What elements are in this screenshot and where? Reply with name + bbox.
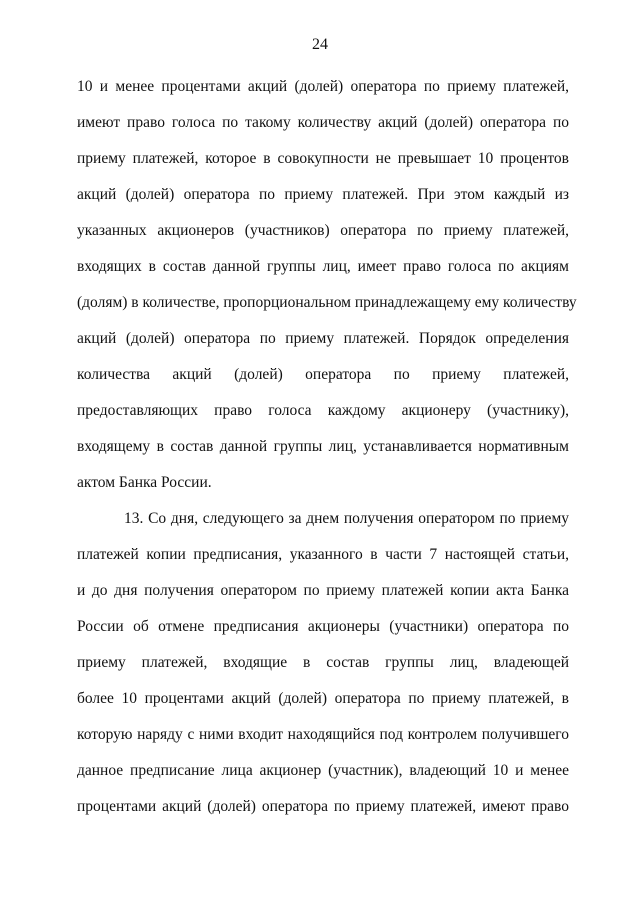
text-line: имеют право голоса по такому количеству акций (долей) оператора по	[77, 114, 569, 131]
text-line: приему платежей, которое в совокупности не превышает 10 процентов	[77, 150, 569, 167]
text-line: акций (долей) оператора по приему платежей. Порядок определения	[77, 330, 569, 347]
text-line: которую наряду с ними входит находящийся под контролем получившего	[77, 726, 569, 743]
text-line: более 10 процентами акций (долей) оператора по приему платежей, в	[77, 690, 569, 707]
text-line: приему платежей, входящие в состав группы лиц, владеющей	[77, 654, 569, 671]
page-number: 24	[312, 36, 328, 53]
text-line: актом Банка России.	[77, 474, 212, 491]
text-line: и до дня получения оператором по приему платежей копии акта Банка	[77, 582, 569, 599]
text-line: России об отмене предписания акционеры (участники) оператора по	[77, 618, 569, 635]
text-line: (долям) в количестве, пропорциональном принадлежащему ему количеству	[77, 294, 577, 311]
text-line: предоставляющих право голоса каждому акционеру (участнику),	[77, 402, 569, 419]
text-line: данное предписание лица акционер (участник), владеющий 10 и менее	[77, 762, 569, 779]
text-line: акций (долей) оператора по приему платежей. При этом каждый из	[77, 186, 569, 203]
text-line: количества акций (долей) оператора по приему платежей,	[77, 366, 569, 383]
paragraph-13-first-line: 13. Со дня, следующего за днем получения оператором по приему	[124, 510, 569, 527]
text-line: платежей копии предписания, указанного в части 7 настоящей статьи,	[77, 546, 569, 563]
text-line: указанных акционеров (участников) оператора по приему платежей,	[77, 222, 569, 239]
text-line: 10 и менее процентами акций (долей) оператора по приему платежей,	[77, 78, 569, 95]
text-line: входящих в состав данной группы лиц, имеет право голоса по акциям	[77, 258, 569, 275]
text-line: процентами акций (долей) оператора по приему платежей, имеют право	[77, 798, 569, 815]
text-line: входящему в состав данной группы лиц, устанавливается нормативным	[77, 438, 569, 455]
